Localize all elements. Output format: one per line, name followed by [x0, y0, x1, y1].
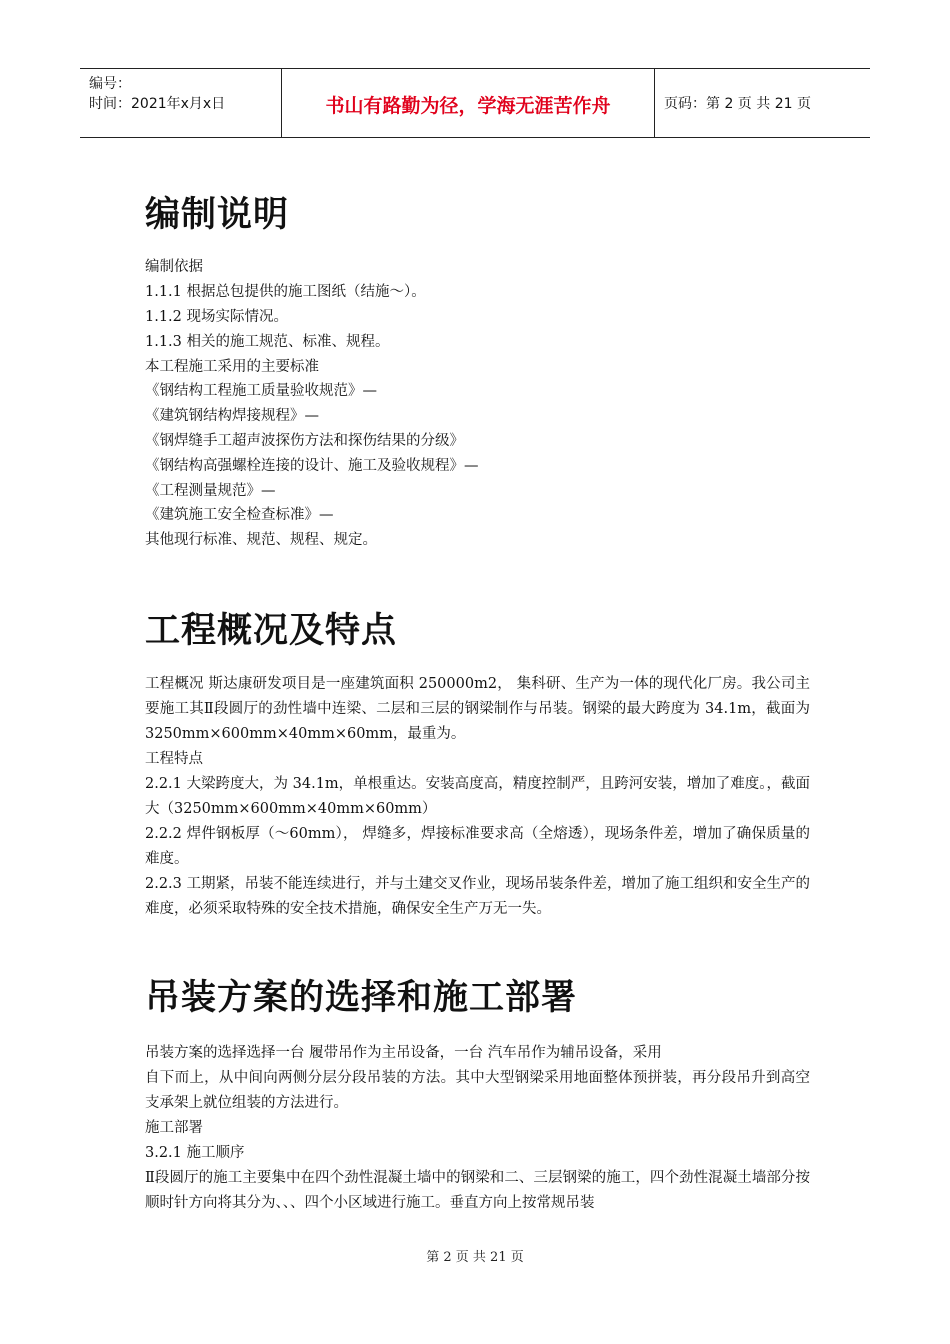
page-footer: 第 2 页 共 21 页: [426, 1250, 524, 1265]
section1-line: 1.1.2 现场实际情况。: [145, 309, 289, 325]
header-page-cell: [655, 69, 870, 137]
section1-line: 编制依据: [145, 259, 203, 275]
section3-paragraph: 自下而上，从中间向两侧分层分段吊装的方法。其中大型钢梁采用地面整体预拼装，再分段吊升到高空支承架上就位组装的方法进行。: [145, 1070, 810, 1111]
header-motto-cell: [282, 69, 655, 137]
section3-paragraph: 施工部署: [145, 1120, 203, 1136]
section3-paragraph: 吊装方案的选择选择一台 履带吊作为主吊设备，一台 汽车吊作为辅吊设备，采用: [145, 1045, 662, 1061]
page-header: [80, 68, 870, 138]
section1-line: 《建筑钢结构焊接规程》—: [145, 408, 319, 424]
header-page-number: 页码：第 2 页 共 21 页: [664, 96, 811, 112]
section1-line: 1.1.3 相关的施工规范、标准、规程。: [145, 334, 390, 350]
section1-line: 《钢焊缝手工超声波探伤方法和探伤结果的分级》: [145, 433, 464, 449]
header-meta-cell: [80, 69, 282, 137]
section2-paragraph: 工程特点: [145, 751, 203, 767]
section3-paragraph: Ⅱ段圆厅的施工主要集中在四个劲性混凝土墙中的钢梁和二、三层钢梁的施工，四个劲性混凝土墙部分按顺时针方向将其分为、、、四个小区域进行施工。垂直方向上按常规吊装: [145, 1170, 810, 1211]
section2-paragraph: 2.2.2 焊件钢板厚（～60mm）， 焊缝多，焊接标准要求高（全熔透），现场条件差，增加了确保质量的难度。: [145, 826, 810, 867]
section2-paragraph: 2.2.3 工期紧，吊装不能连续进行，并与土建交叉作业，现场吊装条件差，增加了施工组织和安全生产的难度，必须采取特殊的安全技术措施，确保安全生产万无一失。: [145, 876, 810, 917]
header-motto: 书山有路勤为径，学海无涯苦作舟: [325, 95, 611, 117]
section2-paragraph: 2.2.1 大梁跨度大，为 34.1m，单根重达。安装高度高，精度控制严，且跨河安装，增加了难度。，截面大（3250mm×600mm×40mm×60mm）: [145, 776, 810, 817]
document-number-label: 编号：: [89, 76, 131, 92]
section1-line: 其他现行标准、规范、规程、规定。: [145, 532, 377, 548]
section-title-1: 编制说明: [145, 195, 290, 235]
section1-line: 本工程施工采用的主要标准: [145, 359, 319, 375]
section-title-3: 吊装方案的选择和施工部署: [145, 978, 578, 1018]
section3-paragraph: 3.2.1 施工顺序: [145, 1145, 245, 1161]
section1-line: 《钢结构工程施工质量验收规范》—: [145, 383, 377, 399]
section2-paragraph: 工程概况 斯达康研发项目是一座建筑面积 250000m2， 集科研、生产为一体的现代化厂房。我公司主要施工其Ⅱ段圆厅的劲性墙中连梁、二层和三层的钢梁制作与吊装。钢梁的最大跨度为 34.1m，截面为 3250mm×600mm×40mm×60mm，最重为。: [145, 676, 810, 742]
section1-line: 《建筑施工安全检查标准》—: [145, 507, 334, 523]
section-title-2: 工程概况及特点: [145, 611, 398, 651]
document-time-label: 时间：2021年x月x日: [89, 96, 226, 112]
section1-line: 《工程测量规范》—: [145, 483, 276, 499]
section1-line: 1.1.1 根据总包提供的施工图纸（结施～）。: [145, 284, 426, 300]
section1-line: 《钢结构高强螺栓连接的设计、施工及验收规程》—: [145, 458, 479, 474]
